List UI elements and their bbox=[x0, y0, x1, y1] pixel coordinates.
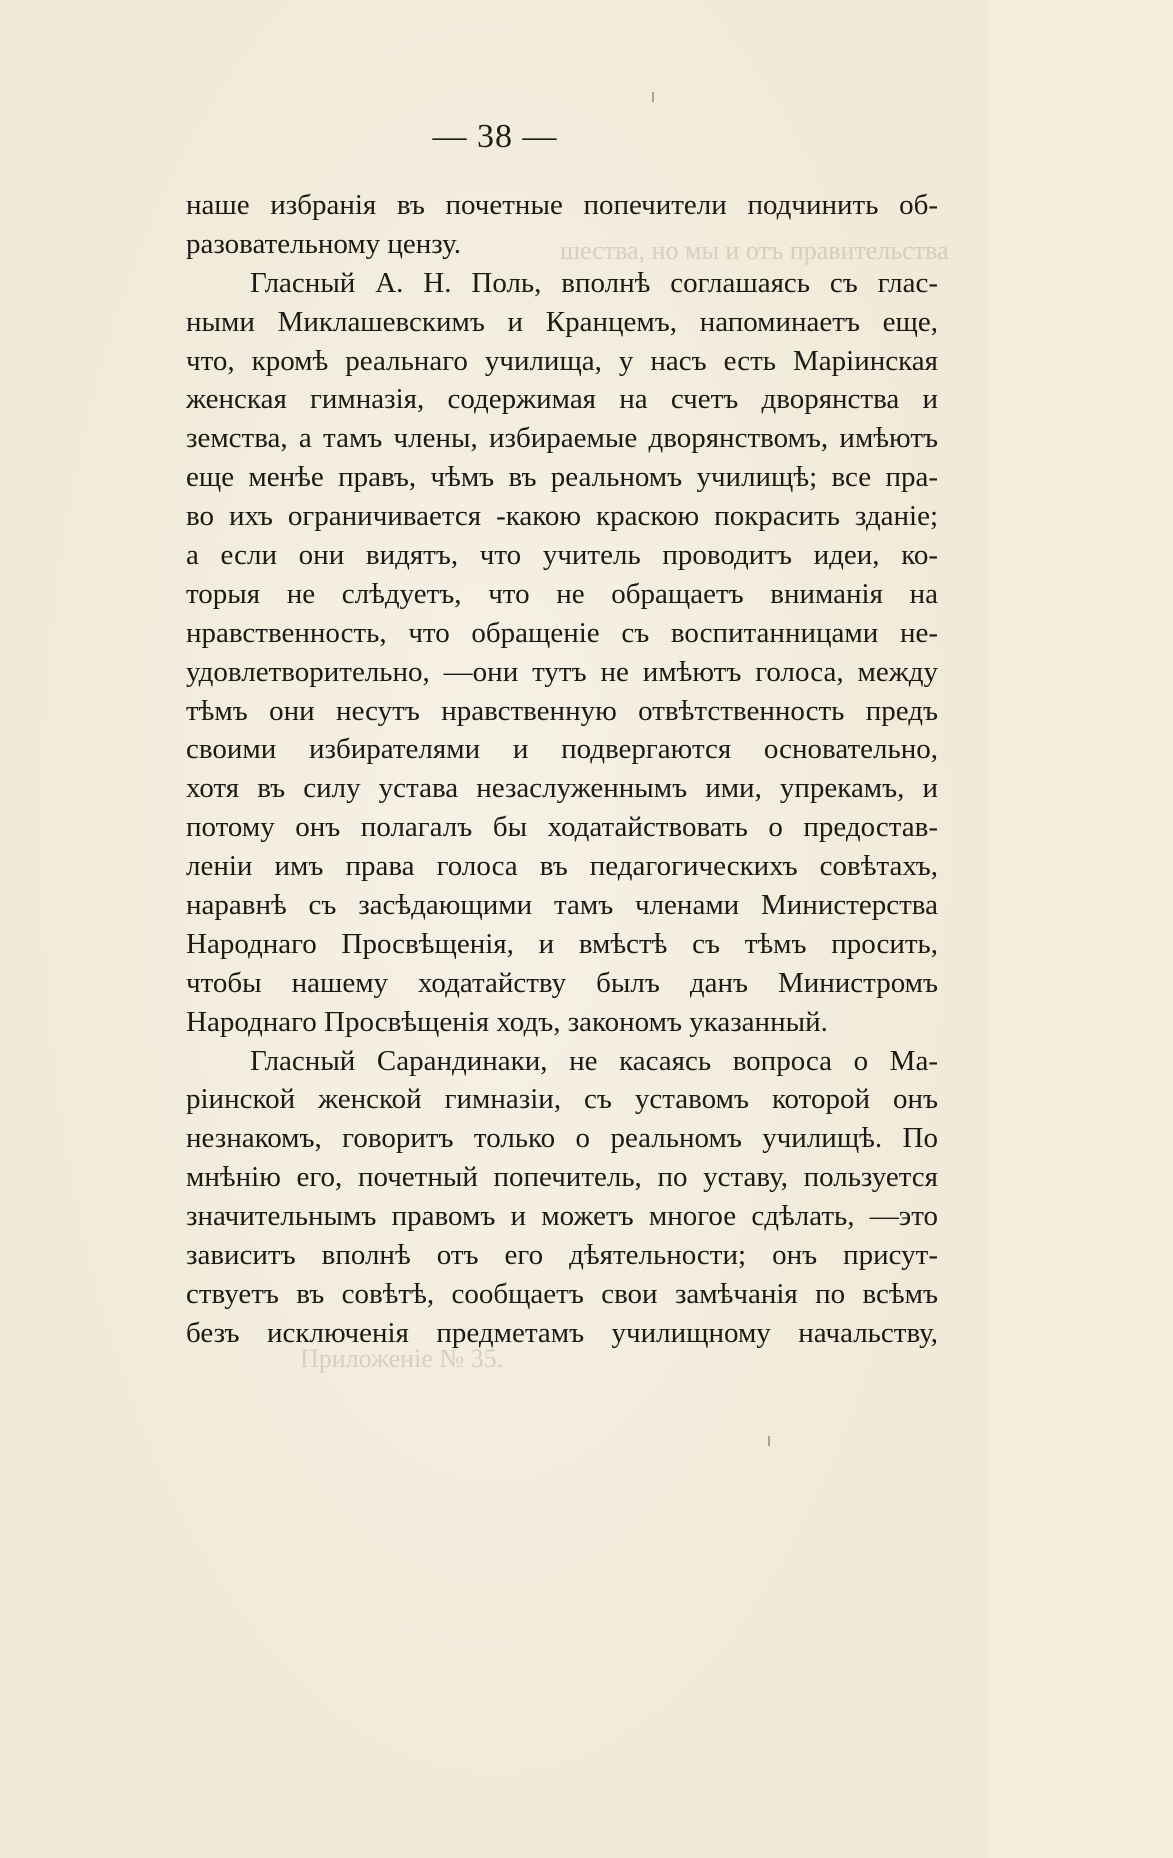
text-line: Гласный А. Н. Поль, вполнѣ соглашаясь съ глас- bbox=[250, 266, 938, 299]
text-line: безъ исключенія предметамъ училищному начальству, bbox=[186, 1316, 938, 1349]
text-line: а если они видятъ, что учитель проводитъ идеи, ко- bbox=[186, 539, 938, 572]
page-number: — 38 — bbox=[432, 118, 558, 155]
text-line: наше избранія въ почетные попечители подчинить об- bbox=[186, 189, 938, 221]
text-line: ріинской женской гимназіи, съ уставомъ которой онъ bbox=[186, 1083, 938, 1116]
text-line: ствуетъ въ совѣтѣ, сообщаетъ свои замѣчанія по всѣмъ bbox=[186, 1277, 938, 1310]
text-line: незнакомъ, говоритъ только о реальномъ училищѣ. По bbox=[186, 1122, 938, 1155]
body-text bbox=[186, 186, 938, 1353]
print-speck bbox=[652, 92, 654, 102]
show-through-text: шества, но мы и отъ правительства bbox=[560, 236, 949, 265]
text-line: зависитъ вполнѣ отъ его дѣятельности; онъ присут- bbox=[186, 1239, 938, 1272]
text-line: женская гимназія, содержимая на счетъ дворянства и bbox=[186, 383, 938, 416]
text-line: потому онъ полагалъ бы ходатайствовать о предостав- bbox=[186, 811, 938, 844]
text-line: торыя не слѣдуетъ, что не обращаетъ вниманія на bbox=[186, 577, 938, 610]
text-line: разовательному цензу. bbox=[186, 227, 462, 260]
text-line: мнѣнію его, почетный попечитель, по уставу, пользуется bbox=[186, 1161, 938, 1194]
text-line: еще менѣе правъ, чѣмъ въ реальномъ училищѣ; все пра- bbox=[186, 461, 938, 494]
text-line: своими избирателями и подвергаются основательно, bbox=[186, 733, 938, 766]
text-line: тѣмъ они несутъ нравственную отвѣтственность предъ bbox=[186, 694, 938, 727]
text-line: хотя въ силу устава незаслуженнымъ ими, упрекамъ, и bbox=[186, 772, 938, 805]
text-line: чтобы нашему ходатайству былъ данъ Министромъ bbox=[186, 966, 938, 999]
text-line: Народнаго Просвѣщенія, и вмѣстѣ съ тѣмъ просить, bbox=[186, 927, 938, 960]
text-line: значительнымъ правомъ и можетъ многое сдѣлать, —это bbox=[186, 1200, 938, 1233]
text-line: Гласный Сарандинаки, не касаясь вопроса о Ма- bbox=[250, 1044, 938, 1077]
print-speck bbox=[768, 1436, 770, 1446]
text-line: леніи имъ права голоса въ педагогическихъ совѣтахъ, bbox=[186, 850, 938, 883]
text-line: удовлетворительно, —они тутъ не имѣютъ голоса, между bbox=[186, 655, 938, 688]
text-line: наравнѣ съ засѣдающими тамъ членами Министерства bbox=[186, 889, 938, 922]
text-line: во ихъ ограничивается -какою краскою покрасить зданіе; bbox=[186, 500, 938, 533]
text-line: Народнаго Просвѣщенія ходъ, закономъ указанный. bbox=[186, 1005, 828, 1038]
show-through-text: Приложеніе № 35. bbox=[300, 1344, 504, 1373]
text-line: что, кромѣ реальнаго училища, у насъ есть Маріинская bbox=[186, 344, 938, 377]
text-line: нравственность, что обращеніе съ воспитанницами не- bbox=[186, 616, 938, 649]
text-line: земства, а тамъ члены, избираемые дворянствомъ, имѣютъ bbox=[186, 422, 938, 455]
text-line: ными Миклашевскимъ и Кранцемъ, напоминаетъ еще, bbox=[186, 305, 938, 338]
